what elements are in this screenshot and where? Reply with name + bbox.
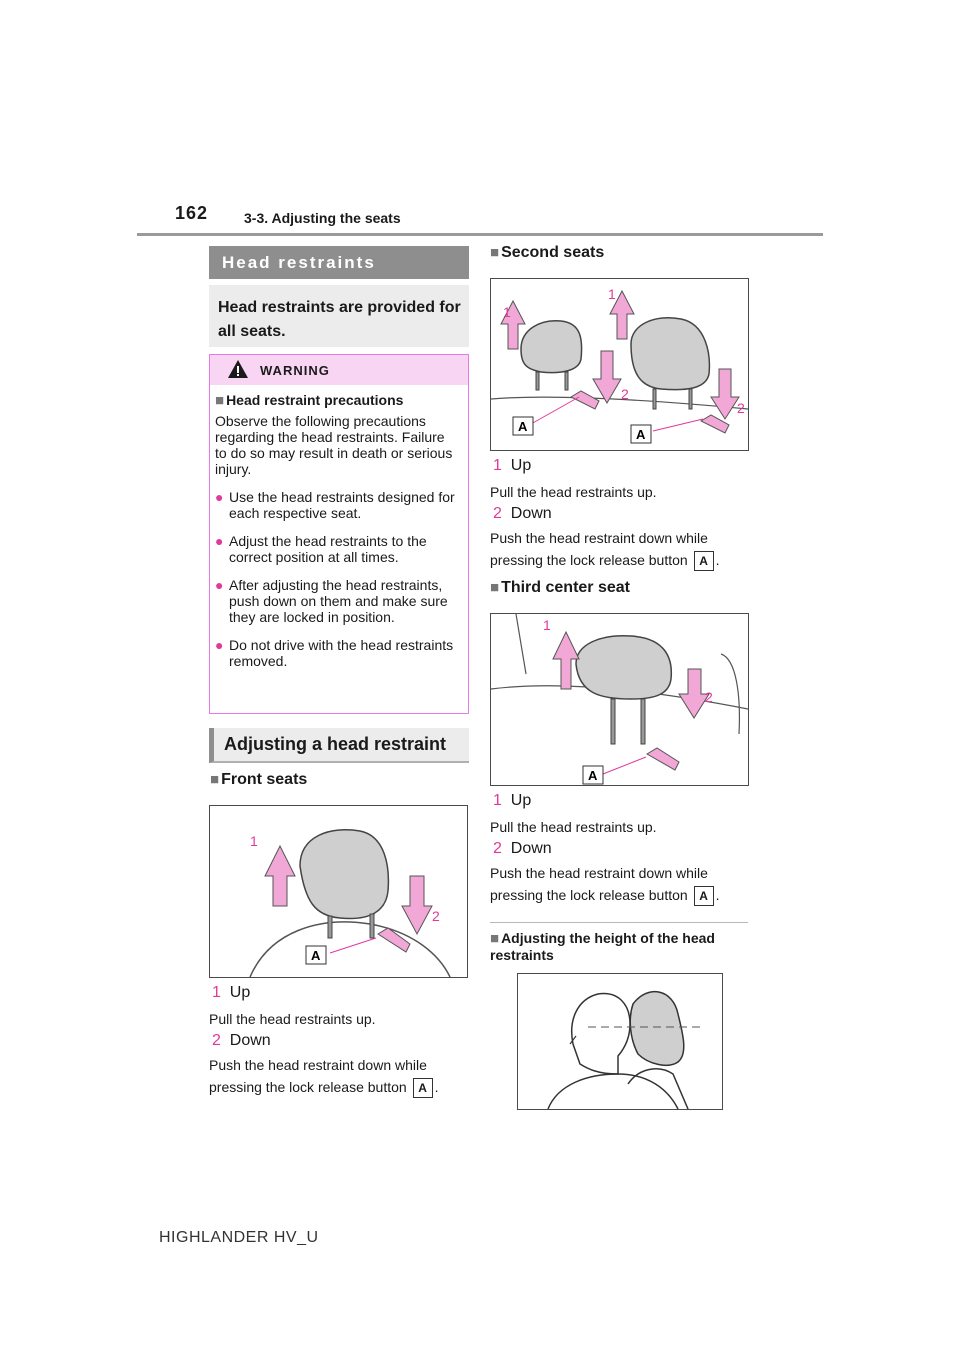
second-step1: 1 Up <box>493 457 532 474</box>
warning-title: Head restraint precautions <box>226 392 404 408</box>
warning-box <box>209 354 469 714</box>
warning-body <box>215 392 460 681</box>
height-note-title: ■ Adjusting the height of the head restraints <box>490 930 715 963</box>
warning-bullet: ● Do not drive with the head restraints removed. <box>215 637 454 669</box>
third-step1-desc: Pull the head restraints up. <box>490 819 657 835</box>
square-bullet-icon: ■ <box>490 244 500 261</box>
a-label: A <box>518 419 528 434</box>
label-two: 2 <box>705 689 713 705</box>
second-seats-figure <box>490 278 749 451</box>
page-number: 162 <box>175 203 209 223</box>
square-bullet-icon: ■ <box>210 771 220 788</box>
second-step1-desc: Pull the head restraints up. <box>490 484 657 500</box>
front-step1: 1 Up <box>212 984 251 1001</box>
square-bullet-icon: ■ <box>490 930 500 947</box>
a-label: A <box>311 948 321 963</box>
lock-release-button-label: A <box>694 886 714 906</box>
square-bullet-icon: ■ <box>490 579 500 596</box>
front-seat-illustration <box>210 806 467 977</box>
footer-model: HIGHLANDER HV_U <box>159 1229 319 1246</box>
second-step2-desc: Push the head restraint down while pressing the lock release button A . <box>490 527 752 571</box>
label-two: 2 <box>621 386 629 402</box>
third-center-figure <box>490 613 749 786</box>
label-one: 1 <box>250 833 258 849</box>
head-restraints-intro: Head restraints are provided for all seats. <box>209 285 469 347</box>
adjusting-heading: Adjusting a head restraint <box>209 728 469 763</box>
section-divider <box>490 922 748 923</box>
height-adjust-illustration <box>518 974 722 1109</box>
front-seats-title: ■ Front seats <box>210 771 308 788</box>
bullet-dot-icon: ● <box>215 637 224 653</box>
label-one: 1 <box>503 304 511 320</box>
third-step2-desc: Push the head restraint down while pressing the lock release button A . <box>490 862 752 906</box>
bullet-dot-icon: ● <box>215 489 224 505</box>
head-restraints-heading: Head restraints <box>209 246 469 279</box>
warning-bullet: ● Use the head restraints designed for each respective seat. <box>215 489 455 521</box>
lock-release-button-label: A <box>413 1078 433 1098</box>
bullet-dot-icon: ● <box>215 533 224 549</box>
lock-release-button-label: A <box>694 551 714 571</box>
second-step2: 2 Down <box>493 505 552 522</box>
front-step2: 2 Down <box>212 1032 271 1049</box>
label-two: 2 <box>737 400 745 416</box>
bullet-dot-icon: ● <box>215 577 224 593</box>
second-seats-title: ■ Second seats <box>490 244 605 261</box>
front-step1-desc: Pull the head restraints up. <box>209 1011 376 1027</box>
warning-header <box>210 355 468 385</box>
third-center-title: ■ Third center seat <box>490 579 630 596</box>
label-one: 1 <box>543 617 551 633</box>
warning-bullet: ● After adjusting the head restraints, push down on them and make sure they are locked in position. <box>215 577 448 625</box>
a-label: A <box>588 768 598 783</box>
height-figure <box>517 973 723 1110</box>
section-title: 3-3. Adjusting the seats <box>244 210 401 226</box>
square-bullet-icon: ■ <box>215 392 225 409</box>
third-step2: 2 Down <box>493 840 552 857</box>
front-step2-desc: Push the head restraint down while pressing the lock release button A . <box>209 1054 471 1098</box>
warning-triangle-icon <box>227 359 249 379</box>
warning-paragraph: Observe the following precautions regarding the head restraints. Failure to do so may result in death or serious injury. <box>215 413 453 477</box>
warning-label: WARNING <box>260 363 330 378</box>
warning-bullet: ● Adjust the head restraints to the correct position at all times. <box>215 533 427 565</box>
front-seats-figure <box>209 805 468 978</box>
third-center-illustration <box>491 614 748 785</box>
third-step1: 1 Up <box>493 792 532 809</box>
second-seats-illustration <box>491 279 748 450</box>
header-rule <box>137 233 823 236</box>
a-label: A <box>636 427 646 442</box>
label-two: 2 <box>432 908 440 924</box>
label-one: 1 <box>608 286 616 302</box>
